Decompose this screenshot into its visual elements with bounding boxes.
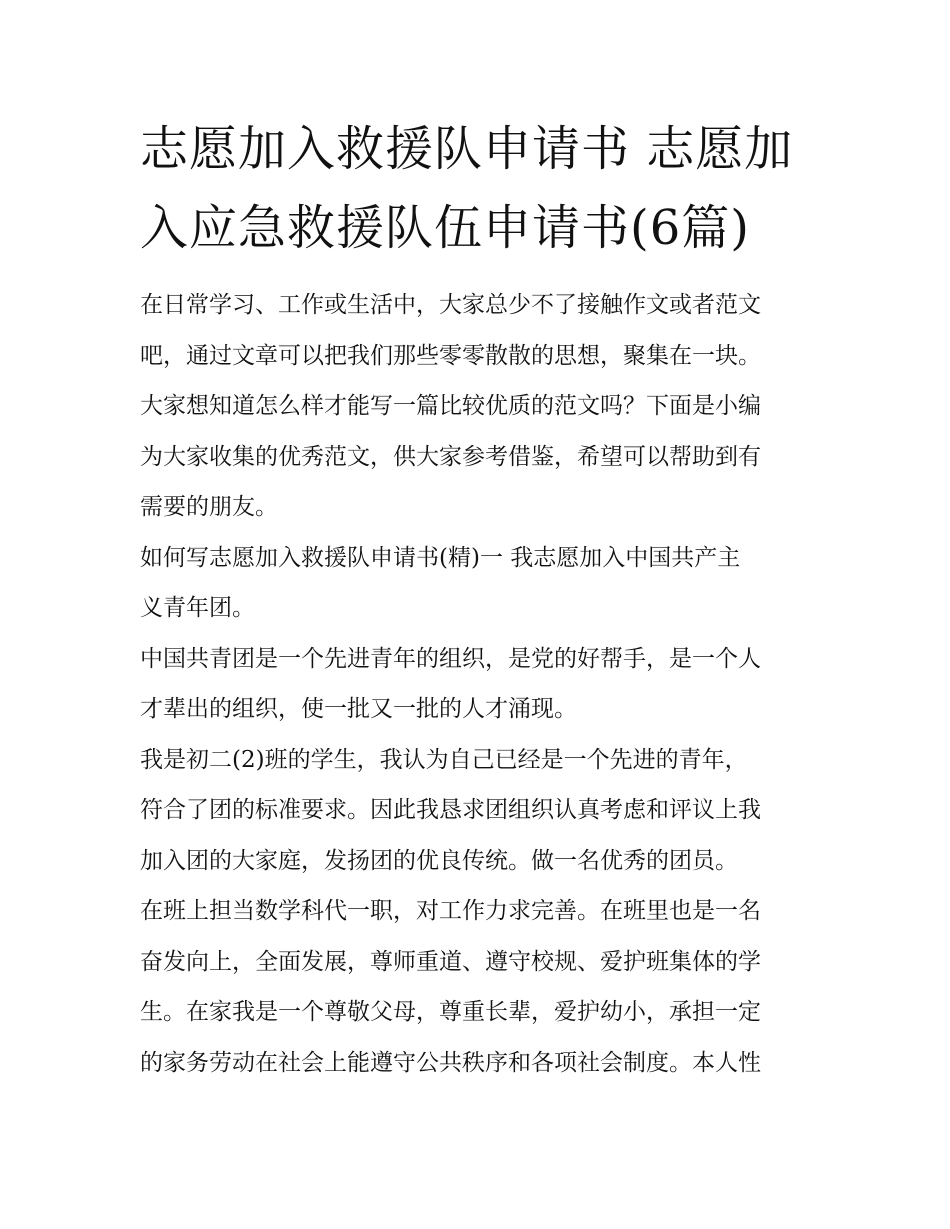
body-line: 才辈出的组织，使一批又一批的人才涌现。 (140, 696, 577, 722)
body-line: 吧，通过文章可以把我们那些零零散散的思想，聚集在一块。 (140, 342, 761, 369)
body-line: 奋发向上，全面发展，尊师重道、遵守校规、爱护班集体的学 (140, 948, 761, 975)
body-line: 义青年团。 (140, 595, 255, 621)
body-line: 为大家收集的优秀范文，供大家参考借鉴，希望可以帮助到有 (140, 443, 761, 470)
body-line: 在班上担当数学科代一职，对工作力求完善。在班里也是一名 (140, 898, 761, 924)
body-line: 加入团的大家庭，发扬团的优良传统。做一名优秀的团员。 (140, 847, 738, 874)
body-line: 生。在家我是一个尊敬父母，尊重长辈，爱护幼小，承担一定 (140, 999, 761, 1025)
body-line: 中国共青团是一个先进青年的组织，是党的好帮手，是一个人 (140, 645, 761, 672)
body-line: 需要的朋友。 (140, 494, 278, 520)
title-line: 入应急救援队伍申请书(6篇) (140, 200, 750, 256)
document-title (140, 110, 820, 268)
body-line: 大家想知道怎么样才能写一篇比较优质的范文吗？下面是小编 (140, 393, 761, 419)
body-line: 在日常学习、工作或生活中，大家总少不了接触作文或者范文 (140, 292, 761, 318)
body-line: 如何写志愿加入救援队申请书(精)一 我志愿加入中国共产主 (140, 544, 741, 571)
body-line: 我是初二(2)班的学生，我认为自己已经是一个先进的青年， (140, 746, 748, 773)
document-page (140, 110, 820, 1088)
body-line: 符合了团的标准要求。因此我恳求团组织认真考虑和评议上我 (140, 797, 761, 823)
body-line: 的家务劳动在社会上能遵守公共秩序和各项社会制度。本人性 (140, 1049, 761, 1076)
document-body (140, 280, 820, 1088)
title-line: 志愿加入救援队申请书 志愿加 (140, 121, 794, 177)
